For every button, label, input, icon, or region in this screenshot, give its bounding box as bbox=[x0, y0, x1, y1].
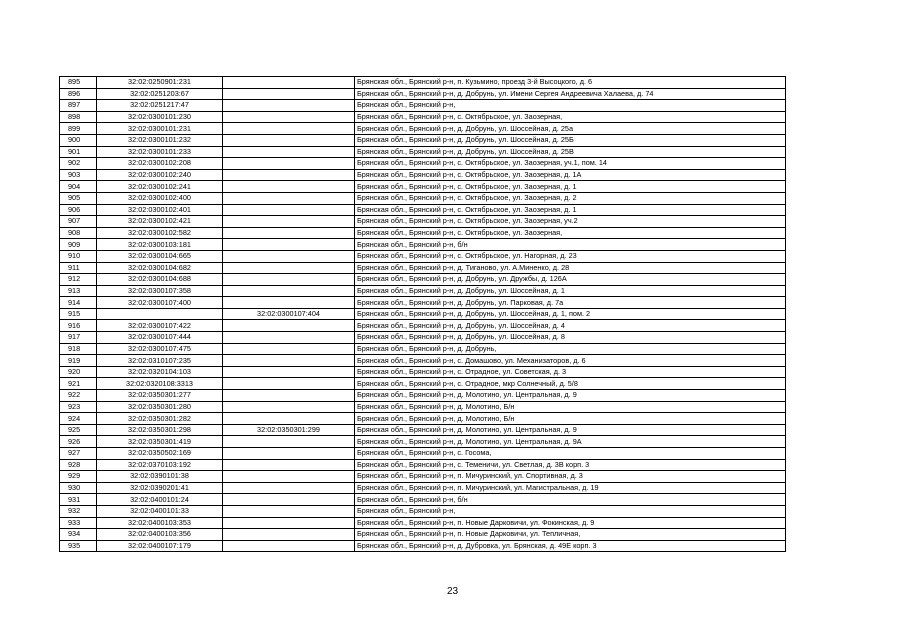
address-cell: Брянская обл., Брянский р-н, п. Мичуринский, ул. Магистральная, д. 19 bbox=[355, 482, 786, 494]
row-number-cell: 920 bbox=[60, 366, 97, 378]
row-number-cell: 896 bbox=[60, 88, 97, 100]
cadastral-number-cell: 32:02:0300102:400 bbox=[97, 192, 223, 204]
cadastral-number-cell: 32:02:0251217:47 bbox=[97, 100, 223, 112]
secondary-cadastral-number-cell bbox=[223, 204, 355, 216]
cadastral-number-cell: 32:02:0300103:181 bbox=[97, 239, 223, 251]
cadastral-number-cell: 32:02:0400107:179 bbox=[97, 540, 223, 552]
table-row bbox=[60, 355, 786, 367]
address-cell: Брянская обл., Брянский р-н, с. Теменичи, ул. Светлая, д. 3В корп. 3 bbox=[355, 459, 786, 471]
cadastral-register-table bbox=[59, 76, 786, 552]
secondary-cadastral-number-cell bbox=[223, 413, 355, 425]
cadastral-number-cell: 32:02:0300101:233 bbox=[97, 146, 223, 158]
row-number-cell: 899 bbox=[60, 123, 97, 135]
row-number-cell: 903 bbox=[60, 169, 97, 181]
cadastral-number-cell: 32:02:0350502:169 bbox=[97, 448, 223, 460]
table-row bbox=[60, 262, 786, 274]
secondary-cadastral-number-cell bbox=[223, 378, 355, 390]
table-row bbox=[60, 192, 786, 204]
secondary-cadastral-number-cell bbox=[223, 123, 355, 135]
cadastral-number-cell: 32:02:0300104:682 bbox=[97, 262, 223, 274]
row-number-cell: 926 bbox=[60, 436, 97, 448]
row-number-cell: 915 bbox=[60, 308, 97, 320]
address-cell: Брянская обл., Брянский р-н, б/н bbox=[355, 239, 786, 251]
row-number-cell: 924 bbox=[60, 413, 97, 425]
row-number-cell: 930 bbox=[60, 482, 97, 494]
secondary-cadastral-number-cell bbox=[223, 227, 355, 239]
cadastral-number-cell: 32:02:0300107:475 bbox=[97, 343, 223, 355]
table-row bbox=[60, 181, 786, 193]
row-number-cell: 907 bbox=[60, 216, 97, 228]
row-number-cell: 900 bbox=[60, 134, 97, 146]
table-row bbox=[60, 471, 786, 483]
secondary-cadastral-number-cell bbox=[223, 192, 355, 204]
secondary-cadastral-number-cell bbox=[223, 250, 355, 262]
row-number-cell: 895 bbox=[60, 77, 97, 89]
table-row bbox=[60, 216, 786, 228]
row-number-cell: 905 bbox=[60, 192, 97, 204]
row-number-cell: 933 bbox=[60, 517, 97, 529]
table-row bbox=[60, 343, 786, 355]
table-row bbox=[60, 320, 786, 332]
table-row bbox=[60, 169, 786, 181]
table-row bbox=[60, 285, 786, 297]
row-number-cell: 914 bbox=[60, 297, 97, 309]
table-row bbox=[60, 297, 786, 309]
row-number-cell: 902 bbox=[60, 158, 97, 170]
secondary-cadastral-number-cell bbox=[223, 77, 355, 89]
address-cell: Брянская обл., Брянский р-н, д. Дубровка, ул. Брянская, д. 49Е корп. 3 bbox=[355, 540, 786, 552]
table-row bbox=[60, 239, 786, 251]
row-number-cell: 909 bbox=[60, 239, 97, 251]
secondary-cadastral-number-cell bbox=[223, 134, 355, 146]
secondary-cadastral-number-cell bbox=[223, 366, 355, 378]
cadastral-number-cell: 32:02:0350301:282 bbox=[97, 413, 223, 425]
row-number-cell: 908 bbox=[60, 227, 97, 239]
row-number-cell: 928 bbox=[60, 459, 97, 471]
address-cell: Брянская обл., Брянский р-н, д. Добрунь, ул. Шоссейная, д. 8 bbox=[355, 332, 786, 344]
address-cell: Брянская обл., Брянский р-н, п. Новые Дарковичи, ул. Тепличная, bbox=[355, 529, 786, 541]
address-cell: Брянская обл., Брянский р-н, с. Октябрьское, ул. Заозерная, д. 1 bbox=[355, 181, 786, 193]
cadastral-number-cell: 32:02:0320104:103 bbox=[97, 366, 223, 378]
table-row bbox=[60, 401, 786, 413]
table-row bbox=[60, 482, 786, 494]
address-cell: Брянская обл., Брянский р-н, с. Октябрьское, ул. Заозерная, уч.1, пом. 14 bbox=[355, 158, 786, 170]
secondary-cadastral-number-cell bbox=[223, 401, 355, 413]
address-cell: Брянская обл., Брянский р-н, д. Добрунь, ул. Парковая, д. 7а bbox=[355, 297, 786, 309]
address-cell: Брянская обл., Брянский р-н, д. Добрунь, ул. Дружбы, д. 126А bbox=[355, 274, 786, 286]
row-number-cell: 917 bbox=[60, 332, 97, 344]
row-number-cell: 921 bbox=[60, 378, 97, 390]
table-row bbox=[60, 436, 786, 448]
table-row bbox=[60, 77, 786, 89]
secondary-cadastral-number-cell bbox=[223, 158, 355, 170]
secondary-cadastral-number-cell bbox=[223, 111, 355, 123]
address-cell: Брянская обл., Брянский р-н, д. Добрунь, ул. Шоссейная, д. 25В bbox=[355, 146, 786, 158]
secondary-cadastral-number-cell bbox=[223, 100, 355, 112]
address-cell: Брянская обл., Брянский р-н, д. Молотино, Б/н bbox=[355, 413, 786, 425]
secondary-cadastral-number-cell bbox=[223, 146, 355, 158]
address-cell: Брянская обл., Брянский р-н, д. Тиганово, ул. А.Миненко, д. 28 bbox=[355, 262, 786, 274]
table-row bbox=[60, 111, 786, 123]
address-cell: Брянская обл., Брянский р-н, с. Октябрьское, ул. Заозерная, д. 2 bbox=[355, 192, 786, 204]
table-row bbox=[60, 250, 786, 262]
row-number-cell: 935 bbox=[60, 540, 97, 552]
address-cell: Брянская обл., Брянский р-н, д. Молотино, Б/н bbox=[355, 401, 786, 413]
table-row bbox=[60, 505, 786, 517]
address-cell: Брянская обл., Брянский р-н, д. Добрунь, ул. Шоссейная, д. 1 bbox=[355, 285, 786, 297]
cadastral-number-cell: 32:02:0400103:353 bbox=[97, 517, 223, 529]
cadastral-number-cell: 32:02:0300101:231 bbox=[97, 123, 223, 135]
table-row bbox=[60, 100, 786, 112]
cadastral-number-cell: 32:02:0350301:277 bbox=[97, 390, 223, 402]
secondary-cadastral-number-cell bbox=[223, 239, 355, 251]
row-number-cell: 904 bbox=[60, 181, 97, 193]
address-cell: Брянская обл., Брянский р-н, д. Добрунь, ул. Шоссейная, д. 1, пом. 2 bbox=[355, 308, 786, 320]
row-number-cell: 919 bbox=[60, 355, 97, 367]
cadastral-number-cell: 32:02:0350301:298 bbox=[97, 424, 223, 436]
address-cell: Брянская обл., Брянский р-н, б/н bbox=[355, 494, 786, 506]
table-row bbox=[60, 529, 786, 541]
cadastral-number-cell: 32:02:0400103:356 bbox=[97, 529, 223, 541]
table-row bbox=[60, 308, 786, 320]
table-row bbox=[60, 390, 786, 402]
row-number-cell: 910 bbox=[60, 250, 97, 262]
cadastral-number-cell: 32:02:0310107:235 bbox=[97, 355, 223, 367]
secondary-cadastral-number-cell bbox=[223, 355, 355, 367]
cadastral-number-cell: 32:02:0250901:231 bbox=[97, 77, 223, 89]
cadastral-number-cell: 32:02:0300104:665 bbox=[97, 250, 223, 262]
cadastral-number-cell: 32:02:0300107:422 bbox=[97, 320, 223, 332]
address-cell: Брянская обл., Брянский р-н, с. Октябрьское, ул. Нагорная, д. 23 bbox=[355, 250, 786, 262]
secondary-cadastral-number-cell: 32:02:0300107:404 bbox=[223, 308, 355, 320]
row-number-cell: 918 bbox=[60, 343, 97, 355]
address-cell: Брянская обл., Брянский р-н, п. Кузьмино, проезд 3-й Высоцкого, д. 6 bbox=[355, 77, 786, 89]
table-row bbox=[60, 448, 786, 460]
secondary-cadastral-number-cell bbox=[223, 285, 355, 297]
secondary-cadastral-number-cell bbox=[223, 320, 355, 332]
address-cell: Брянская обл., Брянский р-н, с. Октябрьское, ул. Заозерная, bbox=[355, 111, 786, 123]
secondary-cadastral-number-cell bbox=[223, 505, 355, 517]
row-number-cell: 901 bbox=[60, 146, 97, 158]
row-number-cell: 929 bbox=[60, 471, 97, 483]
address-cell: Брянская обл., Брянский р-н, д. Молотино, ул. Центральная, д. 9 bbox=[355, 424, 786, 436]
secondary-cadastral-number-cell bbox=[223, 390, 355, 402]
row-number-cell: 922 bbox=[60, 390, 97, 402]
secondary-cadastral-number-cell bbox=[223, 169, 355, 181]
cadastral-number-cell: 32:02:0400101:33 bbox=[97, 505, 223, 517]
cadastral-number-cell bbox=[97, 308, 223, 320]
table-row bbox=[60, 146, 786, 158]
address-cell: Брянская обл., Брянский р-н, д. Добрунь, bbox=[355, 343, 786, 355]
row-number-cell: 916 bbox=[60, 320, 97, 332]
address-cell: Брянская обл., Брянский р-н, bbox=[355, 100, 786, 112]
row-number-cell: 923 bbox=[60, 401, 97, 413]
cadastral-number-cell: 32:02:0300102:241 bbox=[97, 181, 223, 193]
page-number: 23 bbox=[446, 586, 459, 597]
cadastral-number-cell: 32:02:0300101:232 bbox=[97, 134, 223, 146]
address-cell: Брянская обл., Брянский р-н, д. Добрунь, ул. Шоссейная, д. 25а bbox=[355, 123, 786, 135]
cadastral-number-cell: 32:02:0350301:419 bbox=[97, 436, 223, 448]
address-cell: Брянская обл., Брянский р-н, с. Госома, bbox=[355, 448, 786, 460]
address-cell: Брянская обл., Брянский р-н, с. Домашово, ул. Механизаторов, д. 6 bbox=[355, 355, 786, 367]
secondary-cadastral-number-cell bbox=[223, 529, 355, 541]
secondary-cadastral-number-cell bbox=[223, 216, 355, 228]
secondary-cadastral-number-cell bbox=[223, 448, 355, 460]
row-number-cell: 934 bbox=[60, 529, 97, 541]
address-cell: Брянская обл., Брянский р-н, с. Отрадное, ул. Советская, д. 3 bbox=[355, 366, 786, 378]
row-number-cell: 925 bbox=[60, 424, 97, 436]
table-row bbox=[60, 413, 786, 425]
row-number-cell: 906 bbox=[60, 204, 97, 216]
secondary-cadastral-number-cell bbox=[223, 459, 355, 471]
address-cell: Брянская обл., Брянский р-н, д. Молотино, ул. Центральная, д. 9А bbox=[355, 436, 786, 448]
row-number-cell: 911 bbox=[60, 262, 97, 274]
row-number-cell: 927 bbox=[60, 448, 97, 460]
cadastral-number-cell: 32:02:0400101:24 bbox=[97, 494, 223, 506]
secondary-cadastral-number-cell bbox=[223, 274, 355, 286]
table-row bbox=[60, 204, 786, 216]
address-cell: Брянская обл., Брянский р-н, bbox=[355, 505, 786, 517]
address-cell: Брянская обл., Брянский р-н, д. Добрунь, ул. Шоссейная, д. 4 bbox=[355, 320, 786, 332]
table-row bbox=[60, 424, 786, 436]
secondary-cadastral-number-cell: 32:02:0350301:299 bbox=[223, 424, 355, 436]
row-number-cell: 913 bbox=[60, 285, 97, 297]
row-number-cell: 897 bbox=[60, 100, 97, 112]
secondary-cadastral-number-cell bbox=[223, 88, 355, 100]
table-row bbox=[60, 227, 786, 239]
address-cell: Брянская обл., Брянский р-н, д. Добрунь, ул. Имени Сергея Андреевича Халаева, д. 74 bbox=[355, 88, 786, 100]
cadastral-number-cell: 32:02:0300107:444 bbox=[97, 332, 223, 344]
table-row bbox=[60, 123, 786, 135]
secondary-cadastral-number-cell bbox=[223, 482, 355, 494]
cadastral-number-cell: 32:02:0390101:38 bbox=[97, 471, 223, 483]
row-number-cell: 932 bbox=[60, 505, 97, 517]
cadastral-number-cell: 32:02:0300104:688 bbox=[97, 274, 223, 286]
cadastral-number-cell: 32:02:0300101:230 bbox=[97, 111, 223, 123]
secondary-cadastral-number-cell bbox=[223, 262, 355, 274]
address-cell: Брянская обл., Брянский р-н, с. Отрадное, мкр Солнечный, д. 5/8 bbox=[355, 378, 786, 390]
address-cell: Брянская обл., Брянский р-н, с. Октябрьское, ул. Заозерная, bbox=[355, 227, 786, 239]
secondary-cadastral-number-cell bbox=[223, 540, 355, 552]
table-body bbox=[60, 77, 786, 552]
table-row bbox=[60, 459, 786, 471]
table-row bbox=[60, 378, 786, 390]
address-cell: Брянская обл., Брянский р-н, п. Мичуринский, ул. Спортивная, д. 3 bbox=[355, 471, 786, 483]
table-row bbox=[60, 134, 786, 146]
cadastral-number-cell: 32:02:0300107:358 bbox=[97, 285, 223, 297]
secondary-cadastral-number-cell bbox=[223, 471, 355, 483]
table-row bbox=[60, 366, 786, 378]
cadastral-number-cell: 32:02:0350301:280 bbox=[97, 401, 223, 413]
secondary-cadastral-number-cell bbox=[223, 332, 355, 344]
cadastral-number-cell: 32:02:0390201:41 bbox=[97, 482, 223, 494]
row-number-cell: 931 bbox=[60, 494, 97, 506]
table-row bbox=[60, 332, 786, 344]
cadastral-number-cell: 32:02:0300102:240 bbox=[97, 169, 223, 181]
secondary-cadastral-number-cell bbox=[223, 517, 355, 529]
secondary-cadastral-number-cell bbox=[223, 494, 355, 506]
cadastral-number-cell: 32:02:0300102:421 bbox=[97, 216, 223, 228]
row-number-cell: 912 bbox=[60, 274, 97, 286]
table-row bbox=[60, 88, 786, 100]
cadastral-number-cell: 32:02:0251203:67 bbox=[97, 88, 223, 100]
cadastral-number-cell: 32:02:0300107:400 bbox=[97, 297, 223, 309]
address-cell: Брянская обл., Брянский р-н, с. Октябрьское, ул. Заозерная, уч.2 bbox=[355, 216, 786, 228]
address-cell: Брянская обл., Брянский р-н, с. Октябрьское, ул. Заозерная, д. 1А bbox=[355, 169, 786, 181]
table-row bbox=[60, 517, 786, 529]
table-row bbox=[60, 540, 786, 552]
cadastral-number-cell: 32:02:0370103:192 bbox=[97, 459, 223, 471]
table-row bbox=[60, 158, 786, 170]
secondary-cadastral-number-cell bbox=[223, 297, 355, 309]
address-cell: Брянская обл., Брянский р-н, с. Октябрьское, ул. Заозерная, д. 1 bbox=[355, 204, 786, 216]
cadastral-number-cell: 32:02:0300102:582 bbox=[97, 227, 223, 239]
row-number-cell: 898 bbox=[60, 111, 97, 123]
address-cell: Брянская обл., Брянский р-н, д. Добрунь, ул. Шоссейная, д. 25Б bbox=[355, 134, 786, 146]
table-row bbox=[60, 494, 786, 506]
table-row bbox=[60, 274, 786, 286]
secondary-cadastral-number-cell bbox=[223, 181, 355, 193]
cadastral-number-cell: 32:02:0320108:3313 bbox=[97, 378, 223, 390]
cadastral-number-cell: 32:02:0300102:401 bbox=[97, 204, 223, 216]
address-cell: Брянская обл., Брянский р-н, п. Новые Дарковичи, ул. Фокинская, д. 9 bbox=[355, 517, 786, 529]
cadastral-number-cell: 32:02:0300102:208 bbox=[97, 158, 223, 170]
secondary-cadastral-number-cell bbox=[223, 343, 355, 355]
secondary-cadastral-number-cell bbox=[223, 436, 355, 448]
address-cell: Брянская обл., Брянский р-н, д. Молотино, ул. Центральная, д. 9 bbox=[355, 390, 786, 402]
